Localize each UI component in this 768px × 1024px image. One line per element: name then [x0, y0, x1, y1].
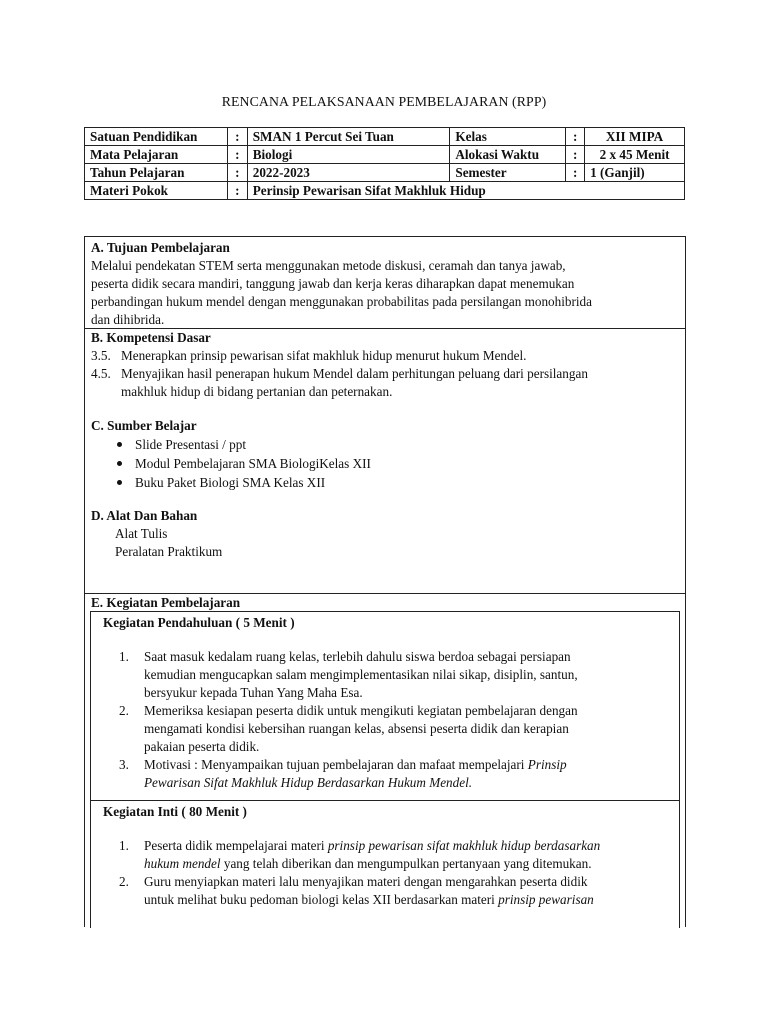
- table-row: [85, 128, 685, 146]
- item-text: Slide Presentasi / ppt: [135, 437, 246, 452]
- list-item: Alat Tulis: [115, 526, 168, 541]
- value-alokasi-waktu: 2 x 45 Menit: [585, 146, 685, 164]
- lesson-plan-body: [84, 236, 686, 927]
- list-item-continuation: [91, 383, 679, 401]
- item-text-part: yang telah diberikan dan mengumpulkan pertanyaan yang ditemukan.: [220, 856, 592, 871]
- item-number: 1.: [119, 649, 129, 664]
- label-materi-pokok: Materi Pokok: [85, 182, 228, 200]
- item-number: 2.: [119, 874, 129, 889]
- activity-steps: [119, 837, 673, 909]
- item-text: [144, 891, 673, 909]
- item-text: Memeriksa kesiapan peserta didik untuk mengikuti kegiatan pembelajaran dengan: [144, 703, 578, 718]
- item-text: Buku Paket Biologi SMA Kelas XII: [135, 475, 326, 490]
- section-heading: B. Kompetensi Dasar: [91, 330, 211, 345]
- item-number: 4.5.: [91, 366, 111, 381]
- value-tahun-pelajaran: 2022-2023: [247, 164, 450, 182]
- label-tahun-pelajaran: Tahun Pelajaran: [85, 164, 228, 182]
- table-row: [85, 164, 685, 182]
- item-text: [144, 774, 673, 792]
- item-text-italic: prinsip pewarisan sifat makhluk hidup berdasarkan: [327, 838, 601, 853]
- section-kegiatan: [85, 594, 685, 927]
- label-mata-pelajaran: Mata Pelajaran: [85, 146, 228, 164]
- activity-heading: Kegiatan Inti ( 80 Menit ): [103, 804, 247, 819]
- label-semester: Semester: [450, 164, 566, 182]
- item-text: pakaian peserta didik.: [144, 739, 260, 754]
- list-item: [119, 756, 673, 774]
- value-mata-pelajaran: Biologi: [247, 146, 450, 164]
- list-item: [91, 365, 679, 383]
- section-tujuan: [85, 237, 685, 329]
- list-item: [119, 648, 673, 666]
- list-item: [119, 837, 673, 855]
- list-item: [91, 435, 679, 454]
- item-text-part: untuk melihat buku pedoman biologi kelas XII berdasarkan materi: [144, 892, 499, 907]
- table-row: [85, 146, 685, 164]
- section-heading: E. Kegiatan Pembelajaran: [91, 595, 241, 610]
- colon: :: [566, 164, 585, 182]
- list-item-continuation: [119, 855, 673, 873]
- item-text: [144, 756, 673, 774]
- item-number: 3.5.: [91, 348, 111, 363]
- value-satuan-pendidikan: SMAN 1 Percut Sei Tuan: [247, 128, 450, 146]
- item-text: Modul Pembelajaran SMA BiologiKelas XII: [135, 456, 371, 471]
- colon: :: [227, 146, 247, 164]
- activity-heading: Kegiatan Pendahuluan ( 5 Menit ): [103, 615, 295, 630]
- item-text: Menyajikan hasil penerapan hukum Mendel dalam perhitungan peluang dari persilangan: [121, 366, 588, 381]
- colon: :: [227, 128, 247, 146]
- item-number: 1.: [119, 838, 129, 853]
- value-semester: 1 (Ganjil): [585, 164, 685, 182]
- activity-box-inti: [90, 800, 680, 928]
- label-alokasi-waktu: Alokasi Waktu: [450, 146, 566, 164]
- list-item-continuation: [119, 720, 673, 738]
- item-text: kemudian mengucapkan salam mengimplementasikan nilai sikap, disiplin, santun,: [144, 667, 578, 682]
- section-heading: D. Alat Dan Bahan: [91, 508, 198, 523]
- value-materi-pokok: Perinsip Pewarisan Sifat Makhluk Hidup: [247, 182, 684, 200]
- bullet-icon: [117, 480, 122, 485]
- list-item: [91, 473, 679, 492]
- sources-list: [91, 435, 679, 492]
- item-text: [144, 855, 673, 873]
- item-number: 3.: [119, 757, 129, 772]
- item-text: mengamati kondisi kebersihan ruangan kelas, absensi peserta didik dan kerapian: [144, 721, 569, 736]
- paragraph-line: Melalui pendekatan STEM serta menggunakan metode diskusi, ceramah dan tanya jawab,: [91, 258, 566, 273]
- item-text: Guru menyiapkan materi lalu menyajikan materi dengan mengarahkan peserta didik: [144, 874, 588, 889]
- item-text: makhluk hidup di bidang pertanian dan peternakan.: [121, 384, 393, 399]
- label-satuan-pendidikan: Satuan Pendidikan: [85, 128, 228, 146]
- item-text-italic: Prinsip: [527, 757, 567, 772]
- item-text-part: Peserta didik mempelajarai materi: [144, 838, 328, 853]
- section-heading: A. Tujuan Pembelajaran: [91, 240, 230, 255]
- identity-table: [84, 127, 685, 200]
- activity-box-pendahuluan: [90, 611, 680, 801]
- list-item-continuation: [119, 666, 673, 684]
- item-text-part: Motivasi : Menyampaikan tujuan pembelajaran dan mafaat mempelajari: [144, 757, 528, 772]
- item-text-italic: Pewarisan Sifat Makhluk Hidup Berdasarkan Hukum Mendel.: [144, 775, 473, 790]
- activity-steps: [119, 648, 673, 792]
- colon: :: [566, 128, 585, 146]
- label-kelas: Kelas: [450, 128, 566, 146]
- bullet-icon: [117, 461, 122, 466]
- value-kelas: XII MIPA: [585, 128, 685, 146]
- colon: :: [566, 146, 585, 164]
- list-item-continuation: [119, 891, 673, 909]
- list-item-continuation: [119, 684, 673, 702]
- paragraph-line: perbandingan hukum mendel dengan menggunakan probabilitas pada persilangan monohibrida: [91, 294, 592, 309]
- list-item-continuation: [119, 738, 673, 756]
- list-item: [119, 873, 673, 891]
- list-item: [91, 454, 679, 473]
- table-row: [85, 182, 685, 200]
- item-text: Saat masuk kedalam ruang kelas, terlebih dahulu siswa berdoa sebagai persiapan: [144, 649, 571, 664]
- list-item: [91, 347, 679, 365]
- item-text: [144, 837, 673, 855]
- section-heading: C. Sumber Belajar: [91, 418, 197, 433]
- item-text-italic: hukum mendel: [144, 856, 221, 871]
- colon: :: [227, 164, 247, 182]
- item-text-italic: prinsip pewarisan: [498, 892, 594, 907]
- item-text: bersyukur kepada Tuhan Yang Maha Esa.: [144, 685, 363, 700]
- section-kompetensi-sumber-alat: [85, 329, 685, 594]
- paragraph-line: peserta didik secara mandiri, tanggung jawab dan kerja keras diharapkan dapat menemukan: [91, 276, 575, 291]
- paragraph-line: dan dihibrida.: [91, 312, 165, 327]
- item-number: 2.: [119, 703, 129, 718]
- bullet-icon: [117, 442, 122, 447]
- list-item: [119, 702, 673, 720]
- item-text: Menerapkan prinsip pewarisan sifat makhluk hidup menurut hukum Mendel.: [121, 348, 527, 363]
- list-item-continuation: [119, 774, 673, 792]
- document-title: RENCANA PELAKSANAAN PEMBELAJARAN (RPP): [221, 94, 547, 109]
- colon: :: [227, 182, 247, 200]
- list-item: Peralatan Praktikum: [115, 544, 223, 559]
